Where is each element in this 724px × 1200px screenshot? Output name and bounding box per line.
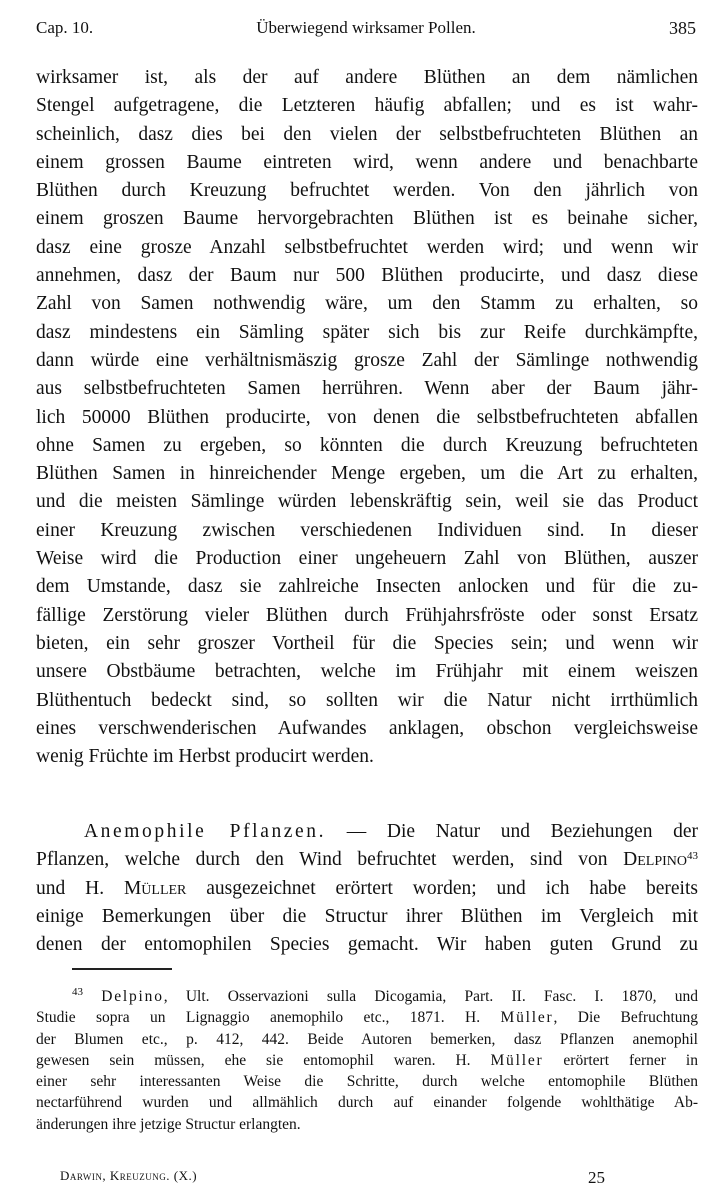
text-fragment: gewesen sein müssen, ehe sie entomophil waren. H. — [36, 1051, 491, 1069]
text-fragment: ausgezeichnet erörtert worden; und ich habe bereits — [186, 877, 698, 899]
text-line: dann würde eine verhältnismäszig grosze Zahl der Sämlinge nothwendig — [36, 349, 698, 371]
author-name: Müller — [123, 877, 187, 899]
page-footer — [60, 1168, 620, 1192]
text-line: eines verschwenderischen Aufwandes anklagen, obschon vergleichsweise — [36, 717, 698, 739]
footnote — [36, 986, 698, 1135]
author-name: Delpino — [101, 988, 164, 1005]
sheet-number: 25 — [588, 1168, 605, 1187]
text-fragment: — Die Natur und Beziehungen der — [326, 821, 698, 842]
text-line: Zahl von Samen nothwendig wäre, um den Stamm zu erhalten, so — [36, 293, 698, 315]
text-line: denen der entomophilen Species gemacht. Wir haben guten Grund zu — [36, 934, 698, 956]
author-name: Müller — [500, 1009, 554, 1027]
text-line: Blüthen durch Kreuzung befruchtet werden. Von den jährlich von — [36, 180, 698, 202]
text-line: einer Kreuzung zwischen verschiedenen Individuen sind. In dieser — [36, 519, 698, 541]
text-line: lich 50000 Blüthen producirte, von denen die selbstbefruchteten abfallen — [36, 406, 698, 428]
text-line: dem Umstande, dasz sie zahlreiche Insecten anlocken und für die zu- — [36, 576, 698, 598]
text-line: und die meisten Sämlinge würden lebenskräftig sein, weil sie das Product — [36, 491, 698, 513]
text-line: wirksamer ist, als der auf andere Blüthen an dem nämlichen — [36, 67, 698, 88]
footnote-line: änderungen ihre jetzige Structur erlangten. — [36, 1115, 301, 1133]
page-number: 385 — [669, 18, 696, 38]
text-fragment: , Die Befruchtung — [553, 1009, 699, 1027]
paragraph-2 — [36, 818, 698, 959]
text-line: scheinlich, dasz dies bei den vielen der selbstbefruchteten Blüthen an — [36, 123, 698, 145]
text-line: Stengel aufgetragene, die Letzteren häufig abfallen; und es ist wahr- — [36, 95, 698, 117]
running-title: Überwiegend wirksamer Pollen. — [256, 18, 476, 37]
chapter-label: Cap. 10. — [36, 18, 94, 37]
text-line: fällige Zerstörung vieler Blüthen durch Frühjahrsfröste oder sonst Ersatz — [36, 604, 698, 626]
footnote-divider — [72, 968, 172, 970]
footnote-line — [36, 1007, 698, 1028]
text-line: Blüthen Samen in hinreichender Menge ergeben, um die Art zu erhalten, — [36, 463, 698, 485]
author-name: Delpino — [623, 849, 687, 871]
text-line: Weise wird die Production einer ungeheuern Zahl von Blüthen, auszer — [36, 548, 698, 570]
footnote-line — [36, 986, 698, 1007]
running-header — [36, 18, 696, 46]
footnote-line: einer sehr interessanten Weise die Schritte, durch welche entomophile Blüthen — [36, 1073, 698, 1091]
text-line: einem grossen Baume eintreten wird, wenn andere und benachbarte — [36, 151, 698, 173]
paragraph-1 — [36, 64, 698, 771]
text-line: unsere Obstbäume betrachten, welche im Frühjahr mit einem weiszen — [36, 661, 698, 683]
author-name: Müller — [490, 1051, 544, 1069]
footnote-line: der Blumen etc., p. 412, 442. Beide Autoren bemerken, dasz Pflanzen anemophil — [36, 1030, 698, 1048]
text-line: aus selbstbefruchteten Samen herrühren. Wenn aber der Baum jähr- — [36, 378, 698, 400]
footnote-line — [36, 1050, 698, 1071]
section-heading: Anemophile Pflanzen. — [84, 821, 327, 842]
text-line: ohne Samen zu ergeben, so könnten die durch Kreuzung befruchteten — [36, 434, 698, 456]
printer-signature: Darwin, Kreuzung. (X.) — [60, 1168, 198, 1183]
text-line: dasz eine grosze Anzahl selbstbefruchtet werden wird; und wenn wir — [36, 236, 698, 258]
text-line: einige Bemerkungen über die Structur ihrer Blüthen im Vergleich mit — [36, 905, 698, 927]
text-fragment: , Ult. Osservazioni sulla Dicogamia, Part. II. Fasc. I. 1870, und — [163, 988, 698, 1005]
text-fragment: Pflanzen, welche durch den Wind befruchtet werden, sind von — [36, 849, 624, 871]
text-line: annehmen, dasz der Baum nur 500 Blüthen producirte, und dasz diese — [36, 265, 698, 287]
text-fragment: und H. — [36, 877, 124, 899]
text-line: einem groszen Baume hervorgebrachten Blüthen ist es beinahe sicher, — [36, 208, 698, 230]
footnote-marker: 43 — [72, 986, 83, 998]
text-line: bieten, ein sehr groszer Vortheil für die Species sein; und wenn wir — [36, 632, 698, 654]
text-fragment: Studie sopra un Lignaggio anemophilo etc., 1871. H. — [36, 1009, 501, 1027]
text-line: Blüthentuch bedeckt sind, so sollten wir die Natur nicht irrthümlich — [36, 689, 698, 711]
footnote-line: nectarführend wurden und allmählich durch auf einander folgende wohlthätige Ab- — [36, 1094, 698, 1112]
text-line: dasz mindestens ein Sämling später sich bis zur Reife durchkämpfte, — [36, 321, 698, 343]
footnote-ref[interactable]: 43 — [687, 850, 698, 863]
text-line: wenig Früchte im Herbst producirt werden. — [36, 746, 374, 768]
text-fragment: erörtert ferner in — [543, 1051, 698, 1069]
text-line — [36, 846, 698, 874]
text-line — [36, 818, 698, 846]
text-line — [36, 875, 698, 903]
